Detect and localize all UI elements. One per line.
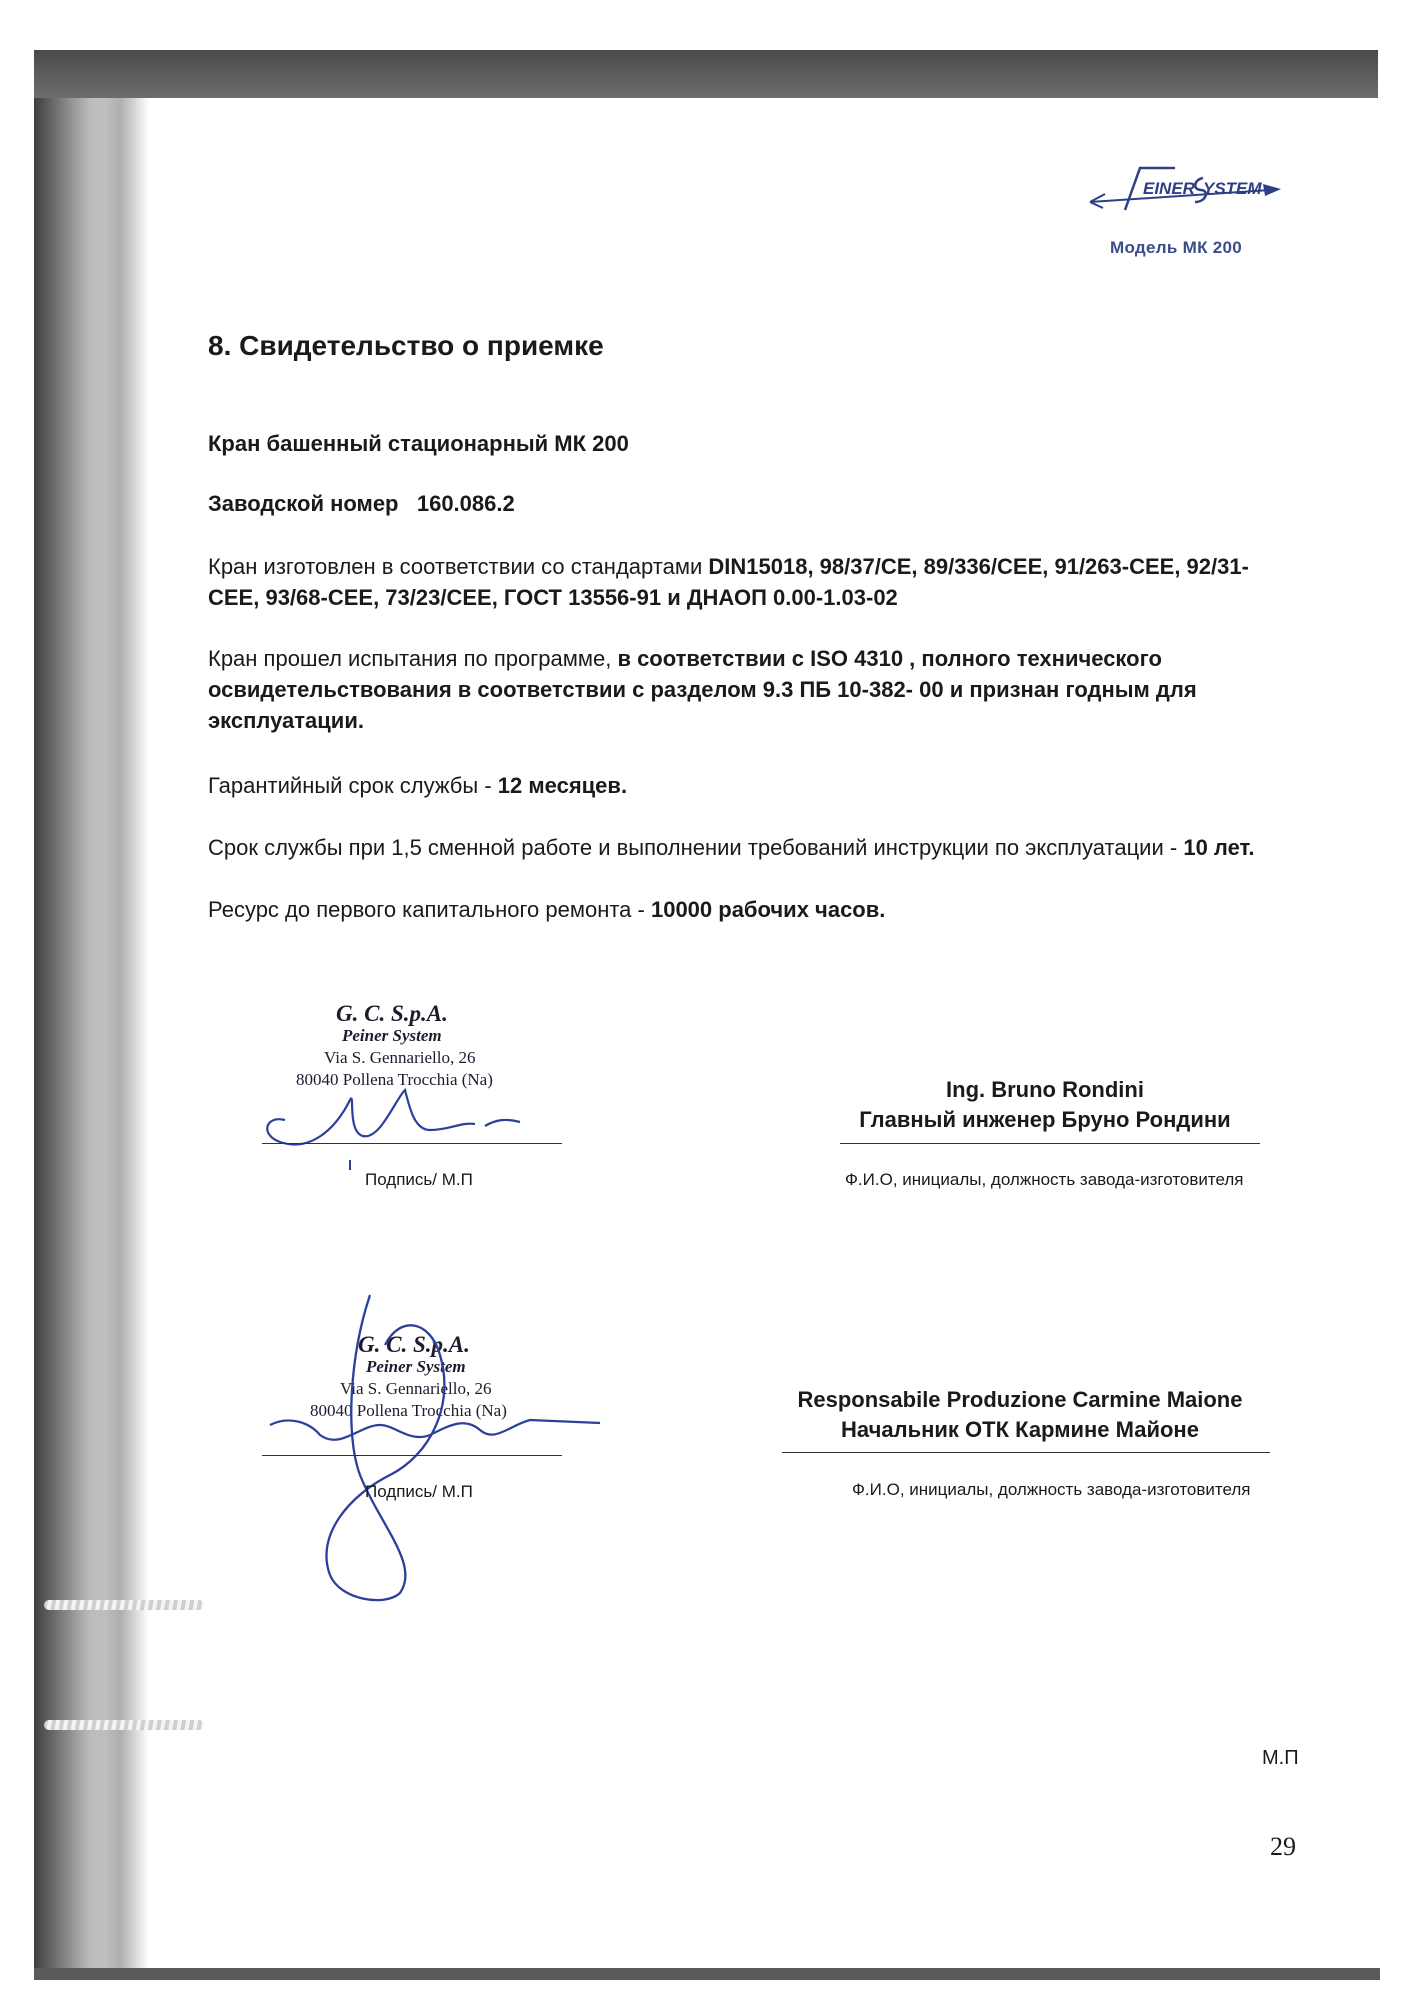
- binding-thread: [44, 1600, 204, 1610]
- resource-value: 10000 рабочих часов.: [650, 897, 886, 922]
- signature-line-2: [262, 1455, 562, 1456]
- binding-thread: [44, 1720, 204, 1730]
- standards-list-1: DIN15018, 98/37/CE, 89/336/CEE, 91/263-CEE, 92/31-: [708, 554, 1249, 579]
- scan-bottom-band: [34, 1968, 1380, 1980]
- peiner-system-logo: [1085, 160, 1285, 220]
- stamp-street: Via S. Gennariello, 26: [340, 1379, 492, 1398]
- stamp-city: 80040 Pollena Trocchia (Na): [296, 1070, 493, 1089]
- signature-label-2: Подпись/ М.П: [365, 1482, 473, 1501]
- warranty-value: 12 месяцев.: [497, 773, 628, 798]
- tests-text-2: освидетельствования в соответствии с разделом 9.3 ПБ 10-382- 00 и признан годным для: [208, 677, 1197, 702]
- signatory-name-2: [770, 1385, 1270, 1445]
- resource-line: [208, 894, 1288, 925]
- crane-type: Кран башенный стационарный МК 200: [208, 431, 629, 456]
- signature-label-1: Подпись/ М.П: [365, 1170, 473, 1189]
- scan-right-margin: [1378, 50, 1413, 2000]
- spine-shadow: [90, 98, 150, 1968]
- serial-label: Заводской номер: [208, 491, 399, 516]
- signatory-name-1: [835, 1075, 1255, 1135]
- position-caption-1: Ф.И.О, инициалы, должность завода-изготовителя: [845, 1170, 1244, 1189]
- svg-text:YSTEM: YSTEM: [1203, 179, 1262, 198]
- stamp-city: 80040 Pollena Trocchia (Na): [310, 1401, 507, 1420]
- signatory-cyrillic-1: Главный инженер Бруно Рондини: [859, 1107, 1231, 1132]
- standards-list-2: CEE, 93/68-CEE, 73/23/CEE, ГОСТ 13556-91 и ДНАОП 0.00-1.03-02: [208, 585, 898, 610]
- resource-label: Ресурс до первого капитального ремонта -: [208, 897, 651, 922]
- warranty-line: [208, 770, 1288, 801]
- serial-value: 160.086.2: [416, 491, 515, 516]
- warranty-label: Гарантийный срок службы -: [208, 773, 498, 798]
- signature-maione: [250, 1275, 620, 1605]
- signature-line-1: [262, 1143, 562, 1144]
- section-title: 8. Свидетельство о приемке: [208, 330, 604, 361]
- stamp-brand: Peiner System: [342, 1026, 442, 1045]
- standards-intro: Кран изготовлен в соответствии со стандартами: [208, 554, 709, 579]
- serial-number-line: [208, 488, 1288, 519]
- service-label: Срок службы при 1,5 сменной работе и выполнении требований инструкции по эксплуатации -: [208, 835, 1184, 860]
- model-label: Модель МК 200: [1110, 238, 1243, 257]
- signature-rondini: [255, 1060, 575, 1170]
- tests-line-1: [208, 643, 1288, 674]
- scan-shadow-band: [34, 50, 1380, 98]
- name-line-1: [840, 1143, 1260, 1144]
- position-caption-2: Ф.И.О, инициалы, должность завода-изготовителя: [852, 1480, 1251, 1499]
- service-value: 10 лет.: [1183, 835, 1255, 860]
- tests-intro: Кран прошел испытания по программе,: [208, 646, 618, 671]
- page-number: 29: [1270, 1832, 1296, 1861]
- service-life-line: [208, 832, 1288, 863]
- signatory-latin-1: Ing. Bruno Rondini: [946, 1077, 1144, 1102]
- stamp-street: Via S. Gennariello, 26: [324, 1048, 476, 1067]
- svg-text:EINER: EINER: [1143, 179, 1195, 198]
- tests-text-1: в соответствии с ISO 4310 , полного технического: [617, 646, 1162, 671]
- stamp-company: G. C. S.p.A.: [336, 1001, 448, 1026]
- signatory-cyrillic-2: Начальник ОТК Кармине Майоне: [841, 1417, 1199, 1442]
- name-line-2: [782, 1452, 1270, 1453]
- stamp-company: G. C. S.p.A.: [358, 1332, 470, 1357]
- seal-mark-label: М.П: [1262, 1747, 1299, 1769]
- standards-line-1: [208, 551, 1288, 582]
- signatory-latin-2: Responsabile Produzione Carmine Maione: [797, 1387, 1243, 1412]
- tests-text-3: эксплуатации.: [208, 708, 364, 733]
- stamp-brand: Peiner System: [366, 1357, 466, 1376]
